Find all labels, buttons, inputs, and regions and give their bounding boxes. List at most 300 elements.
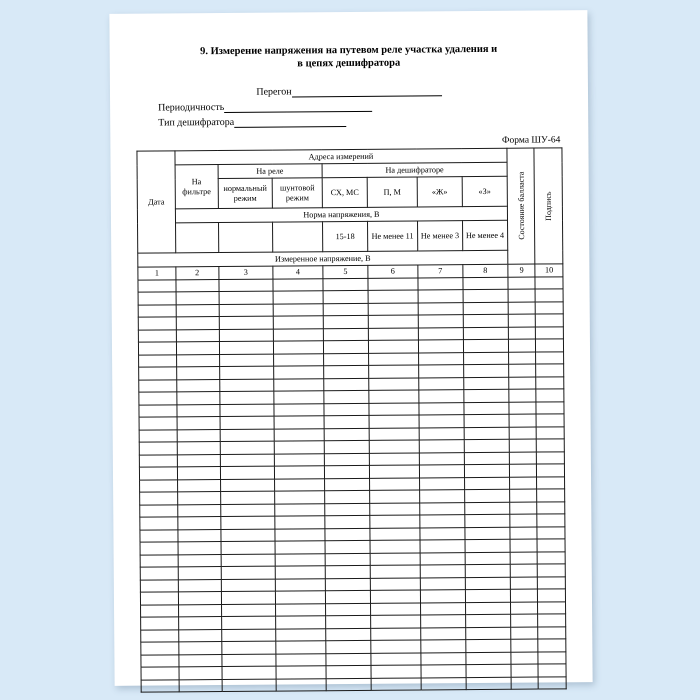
- table-cell[interactable]: [368, 315, 418, 328]
- table-cell[interactable]: [421, 640, 466, 653]
- table-cell[interactable]: [140, 542, 178, 555]
- table-cell[interactable]: [370, 527, 420, 540]
- table-cell[interactable]: [220, 491, 275, 504]
- table-cell[interactable]: [537, 501, 565, 514]
- table-cell[interactable]: [178, 517, 221, 530]
- table-cell[interactable]: [536, 414, 564, 427]
- table-cell[interactable]: [140, 492, 178, 505]
- table-cell[interactable]: [537, 476, 565, 489]
- table-cell[interactable]: [538, 626, 566, 639]
- table-cell[interactable]: [221, 579, 276, 592]
- table-cell[interactable]: [537, 426, 565, 439]
- table-cell[interactable]: [370, 515, 420, 528]
- table-cell[interactable]: [419, 390, 464, 403]
- table-cell[interactable]: [274, 378, 324, 391]
- table-cell[interactable]: [369, 452, 419, 465]
- table-cell[interactable]: [140, 479, 178, 492]
- table-cell[interactable]: [276, 616, 326, 629]
- table-cell[interactable]: [222, 654, 277, 667]
- table-cell[interactable]: [274, 441, 324, 454]
- table-cell[interactable]: [276, 603, 326, 616]
- table-cell[interactable]: [326, 665, 371, 678]
- table-cell[interactable]: [465, 602, 510, 615]
- table-cell[interactable]: [323, 278, 368, 291]
- table-cell[interactable]: [141, 654, 179, 667]
- table-cell[interactable]: [536, 326, 564, 339]
- table-cell[interactable]: [419, 402, 464, 415]
- table-cell[interactable]: [219, 366, 274, 379]
- table-cell[interactable]: [324, 440, 369, 453]
- table-cell[interactable]: [537, 464, 565, 477]
- table-cell[interactable]: [421, 665, 466, 678]
- table-cell[interactable]: [463, 314, 508, 327]
- table-cell[interactable]: [538, 614, 566, 627]
- table-cell[interactable]: [324, 403, 369, 416]
- table-cell[interactable]: [324, 365, 369, 378]
- table-cell[interactable]: [463, 289, 508, 302]
- table-cell[interactable]: [536, 376, 564, 389]
- table-cell[interactable]: [370, 540, 420, 553]
- table-cell[interactable]: [139, 429, 177, 442]
- table-cell[interactable]: [369, 415, 419, 428]
- table-cell[interactable]: [511, 639, 539, 652]
- table-cell[interactable]: [276, 628, 326, 641]
- table-cell[interactable]: [140, 554, 178, 567]
- table-cell[interactable]: [141, 642, 179, 655]
- table-cell[interactable]: [221, 529, 276, 542]
- table-cell[interactable]: [370, 565, 420, 578]
- table-cell[interactable]: [419, 415, 464, 428]
- table-cell[interactable]: [274, 416, 324, 429]
- table-cell[interactable]: [179, 679, 222, 692]
- table-cell[interactable]: [275, 516, 325, 529]
- table-cell[interactable]: [273, 303, 323, 316]
- table-cell[interactable]: [276, 641, 326, 654]
- table-cell[interactable]: [276, 653, 326, 666]
- table-cell[interactable]: [139, 454, 177, 467]
- table-cell[interactable]: [324, 378, 369, 391]
- table-cell[interactable]: [369, 365, 419, 378]
- table-cell[interactable]: [465, 514, 510, 527]
- table-cell[interactable]: [325, 540, 370, 553]
- table-cell[interactable]: [276, 666, 326, 679]
- table-cell[interactable]: [536, 301, 564, 314]
- table-cell[interactable]: [370, 502, 420, 515]
- table-cell[interactable]: [510, 527, 538, 540]
- table-cell[interactable]: [140, 517, 178, 530]
- table-cell[interactable]: [177, 442, 220, 455]
- table-cell[interactable]: [220, 429, 275, 442]
- table-cell[interactable]: [369, 390, 419, 403]
- table-cell[interactable]: [324, 353, 369, 366]
- table-cell[interactable]: [326, 628, 371, 641]
- table-cell[interactable]: [463, 327, 508, 340]
- table-cell[interactable]: [176, 329, 219, 342]
- table-cell[interactable]: [178, 504, 221, 517]
- table-cell[interactable]: [508, 302, 536, 315]
- table-cell[interactable]: [421, 627, 466, 640]
- table-cell[interactable]: [324, 428, 369, 441]
- table-cell[interactable]: [325, 490, 370, 503]
- table-cell[interactable]: [370, 552, 420, 565]
- table-cell[interactable]: [220, 504, 275, 517]
- table-cell[interactable]: [220, 416, 275, 429]
- table-cell[interactable]: [509, 364, 537, 377]
- table-cell[interactable]: [511, 627, 539, 640]
- table-cell[interactable]: [141, 667, 179, 680]
- table-cell[interactable]: [465, 564, 510, 577]
- table-cell[interactable]: [509, 377, 537, 390]
- table-cell[interactable]: [179, 642, 222, 655]
- table-cell[interactable]: [179, 667, 222, 680]
- table-cell[interactable]: [138, 304, 176, 317]
- table-cell[interactable]: [178, 592, 221, 605]
- table-cell[interactable]: [176, 317, 219, 330]
- table-cell[interactable]: [370, 590, 420, 603]
- table-cell[interactable]: [370, 477, 420, 490]
- table-cell[interactable]: [275, 491, 325, 504]
- table-cell[interactable]: [510, 514, 538, 527]
- table-cell[interactable]: [323, 340, 368, 353]
- field-peregon-input[interactable]: [292, 85, 442, 97]
- table-cell[interactable]: [276, 678, 326, 691]
- table-cell[interactable]: [511, 664, 539, 677]
- table-cell[interactable]: [220, 479, 275, 492]
- table-cell[interactable]: [420, 615, 465, 628]
- table-cell[interactable]: [510, 539, 538, 552]
- table-cell[interactable]: [139, 467, 177, 480]
- table-cell[interactable]: [464, 427, 509, 440]
- table-cell[interactable]: [221, 554, 276, 567]
- table-cell[interactable]: [139, 367, 177, 380]
- table-cell[interactable]: [419, 490, 464, 503]
- table-cell[interactable]: [221, 591, 276, 604]
- table-cell[interactable]: [139, 354, 177, 367]
- table-cell[interactable]: [371, 665, 421, 678]
- table-cell[interactable]: [464, 402, 509, 415]
- table-cell[interactable]: [219, 341, 274, 354]
- table-cell[interactable]: [463, 277, 508, 290]
- table-cell[interactable]: [222, 666, 277, 679]
- table-cell[interactable]: [466, 677, 511, 690]
- table-cell[interactable]: [369, 465, 419, 478]
- table-cell[interactable]: [371, 615, 421, 628]
- table-cell[interactable]: [536, 401, 564, 414]
- table-cell[interactable]: [510, 577, 538, 590]
- table-cell[interactable]: [219, 354, 274, 367]
- table-cell[interactable]: [177, 404, 220, 417]
- table-cell[interactable]: [222, 679, 277, 692]
- table-cell[interactable]: [371, 627, 421, 640]
- table-cell[interactable]: [463, 302, 508, 315]
- table-cell[interactable]: [419, 440, 464, 453]
- table-cell[interactable]: [177, 379, 220, 392]
- table-cell[interactable]: [179, 617, 222, 630]
- table-cell[interactable]: [325, 503, 370, 516]
- table-cell[interactable]: [535, 289, 563, 302]
- table-cell[interactable]: [369, 440, 419, 453]
- table-cell[interactable]: [418, 327, 463, 340]
- table-cell[interactable]: [536, 389, 564, 402]
- table-cell[interactable]: [139, 442, 177, 455]
- table-cell[interactable]: [418, 340, 463, 353]
- table-cell[interactable]: [273, 291, 323, 304]
- table-cell[interactable]: [178, 529, 221, 542]
- table-cell[interactable]: [138, 292, 176, 305]
- table-cell[interactable]: [141, 629, 179, 642]
- table-cell[interactable]: [464, 364, 509, 377]
- table-cell[interactable]: [274, 341, 324, 354]
- table-cell[interactable]: [508, 277, 536, 290]
- table-cell[interactable]: [323, 303, 368, 316]
- table-cell[interactable]: [325, 603, 370, 616]
- table-cell[interactable]: [536, 351, 564, 364]
- table-cell[interactable]: [508, 339, 536, 352]
- table-cell[interactable]: [325, 590, 370, 603]
- table-cell[interactable]: [275, 503, 325, 516]
- table-cell[interactable]: [178, 542, 221, 555]
- table-cell[interactable]: [178, 554, 221, 567]
- table-cell[interactable]: [326, 653, 371, 666]
- table-cell[interactable]: [421, 652, 466, 665]
- table-cell[interactable]: [420, 577, 465, 590]
- table-cell[interactable]: [219, 379, 274, 392]
- table-cell[interactable]: [464, 464, 509, 477]
- table-cell[interactable]: [219, 391, 274, 404]
- table-cell[interactable]: [371, 677, 421, 690]
- table-cell[interactable]: [510, 589, 538, 602]
- table-cell[interactable]: [273, 278, 323, 291]
- table-cell[interactable]: [466, 639, 511, 652]
- table-cell[interactable]: [139, 392, 177, 405]
- table-cell[interactable]: [538, 651, 566, 664]
- table-cell[interactable]: [274, 403, 324, 416]
- table-cell[interactable]: [466, 664, 511, 677]
- table-cell[interactable]: [511, 652, 539, 665]
- table-cell[interactable]: [536, 339, 564, 352]
- table-cell[interactable]: [464, 439, 509, 452]
- table-cell[interactable]: [274, 391, 324, 404]
- table-cell[interactable]: [464, 452, 509, 465]
- table-cell[interactable]: [324, 478, 369, 491]
- table-cell[interactable]: [178, 492, 221, 505]
- table-cell[interactable]: [538, 639, 566, 652]
- table-cell[interactable]: [138, 342, 176, 355]
- table-cell[interactable]: [538, 589, 566, 602]
- table-cell[interactable]: [370, 577, 420, 590]
- table-cell[interactable]: [140, 567, 178, 580]
- table-cell[interactable]: [323, 315, 368, 328]
- table-cell[interactable]: [368, 327, 418, 340]
- table-cell[interactable]: [176, 304, 219, 317]
- table-cell[interactable]: [419, 477, 464, 490]
- table-cell[interactable]: [275, 566, 325, 579]
- table-cell[interactable]: [537, 489, 565, 502]
- table-cell[interactable]: [509, 439, 537, 452]
- table-cell[interactable]: [538, 664, 566, 677]
- table-cell[interactable]: [418, 315, 463, 328]
- table-cell[interactable]: [179, 629, 222, 642]
- table-cell[interactable]: [178, 579, 221, 592]
- table-cell[interactable]: [221, 641, 276, 654]
- table-cell[interactable]: [276, 591, 326, 604]
- table-cell[interactable]: [326, 678, 371, 691]
- table-cell[interactable]: [325, 528, 370, 541]
- table-cell[interactable]: [418, 290, 463, 303]
- table-cell[interactable]: [420, 515, 465, 528]
- table-cell[interactable]: [509, 402, 537, 415]
- table-cell[interactable]: [219, 291, 274, 304]
- table-cell[interactable]: [510, 502, 538, 515]
- table-cell[interactable]: [221, 629, 276, 642]
- table-cell[interactable]: [465, 614, 510, 627]
- field-decoder-type-input[interactable]: [234, 116, 346, 128]
- table-cell[interactable]: [141, 604, 179, 617]
- table-cell[interactable]: [323, 328, 368, 341]
- table-cell[interactable]: [179, 654, 222, 667]
- table-cell[interactable]: [323, 290, 368, 303]
- table-cell[interactable]: [418, 277, 463, 290]
- table-cell[interactable]: [326, 615, 371, 628]
- table-cell[interactable]: [510, 552, 538, 565]
- table-cell[interactable]: [509, 389, 537, 402]
- table-cell[interactable]: [176, 279, 219, 292]
- table-cell[interactable]: [510, 489, 538, 502]
- table-cell[interactable]: [465, 527, 510, 540]
- table-cell[interactable]: [535, 276, 563, 289]
- table-cell[interactable]: [219, 304, 274, 317]
- table-cell[interactable]: [509, 477, 537, 490]
- table-cell[interactable]: [274, 366, 324, 379]
- table-cell[interactable]: [465, 502, 510, 515]
- table-cell[interactable]: [178, 604, 221, 617]
- table-cell[interactable]: [538, 601, 566, 614]
- table-cell[interactable]: [419, 377, 464, 390]
- table-cell[interactable]: [220, 441, 275, 454]
- table-cell[interactable]: [508, 327, 536, 340]
- table-cell[interactable]: [219, 279, 274, 292]
- table-cell[interactable]: [511, 677, 539, 690]
- table-cell[interactable]: [511, 614, 539, 627]
- table-cell[interactable]: [508, 314, 536, 327]
- table-cell[interactable]: [219, 329, 274, 342]
- table-cell[interactable]: [177, 367, 220, 380]
- table-cell[interactable]: [508, 352, 536, 365]
- table-cell[interactable]: [219, 316, 274, 329]
- table-cell[interactable]: [418, 302, 463, 315]
- table-cell[interactable]: [324, 390, 369, 403]
- table-cell[interactable]: [139, 379, 177, 392]
- table-cell[interactable]: [465, 489, 510, 502]
- table-cell[interactable]: [177, 467, 220, 480]
- table-cell[interactable]: [138, 279, 176, 292]
- table-cell[interactable]: [418, 365, 463, 378]
- table-cell[interactable]: [220, 516, 275, 529]
- table-cell[interactable]: [537, 539, 565, 552]
- table-cell[interactable]: [324, 453, 369, 466]
- table-cell[interactable]: [508, 289, 536, 302]
- table-cell[interactable]: [141, 679, 179, 692]
- table-cell[interactable]: [419, 452, 464, 465]
- table-cell[interactable]: [274, 353, 324, 366]
- table-cell[interactable]: [221, 604, 276, 617]
- table-cell[interactable]: [221, 541, 276, 554]
- table-cell[interactable]: [369, 352, 419, 365]
- table-cell[interactable]: [140, 592, 178, 605]
- table-cell[interactable]: [368, 340, 418, 353]
- table-cell[interactable]: [141, 617, 179, 630]
- table-cell[interactable]: [537, 514, 565, 527]
- table-cell[interactable]: [419, 427, 464, 440]
- table-cell[interactable]: [177, 429, 220, 442]
- table-cell[interactable]: [538, 551, 566, 564]
- table-cell[interactable]: [539, 676, 567, 689]
- table-cell[interactable]: [463, 339, 508, 352]
- table-cell[interactable]: [274, 453, 324, 466]
- table-cell[interactable]: [420, 552, 465, 565]
- table-cell[interactable]: [138, 317, 176, 330]
- table-cell[interactable]: [325, 515, 370, 528]
- table-cell[interactable]: [466, 652, 511, 665]
- table-cell[interactable]: [465, 589, 510, 602]
- table-cell[interactable]: [465, 552, 510, 565]
- table-cell[interactable]: [324, 415, 369, 428]
- table-cell[interactable]: [220, 466, 275, 479]
- field-periodicity-input[interactable]: [224, 101, 372, 113]
- table-cell[interactable]: [325, 553, 370, 566]
- table-cell[interactable]: [274, 428, 324, 441]
- table-cell[interactable]: [536, 314, 564, 327]
- table-cell[interactable]: [368, 277, 418, 290]
- table-cell[interactable]: [538, 576, 566, 589]
- table-cell[interactable]: [325, 565, 370, 578]
- table-cell[interactable]: [275, 478, 325, 491]
- table-cell[interactable]: [178, 567, 221, 580]
- table-cell[interactable]: [140, 579, 178, 592]
- table-cell[interactable]: [371, 640, 421, 653]
- table-cell[interactable]: [509, 464, 537, 477]
- table-cell[interactable]: [465, 539, 510, 552]
- table-cell[interactable]: [538, 564, 566, 577]
- table-cell[interactable]: [275, 466, 325, 479]
- table-cell[interactable]: [420, 590, 465, 603]
- table-cell[interactable]: [509, 427, 537, 440]
- table-cell[interactable]: [371, 602, 421, 615]
- table-cell[interactable]: [220, 454, 275, 467]
- table-cell[interactable]: [140, 529, 178, 542]
- table-cell[interactable]: [537, 526, 565, 539]
- table-cell[interactable]: [464, 414, 509, 427]
- table-cell[interactable]: [324, 465, 369, 478]
- table-cell[interactable]: [509, 452, 537, 465]
- table-cell[interactable]: [465, 577, 510, 590]
- table-cell[interactable]: [177, 392, 220, 405]
- table-cell[interactable]: [370, 490, 420, 503]
- table-cell[interactable]: [140, 504, 178, 517]
- table-cell[interactable]: [139, 417, 177, 430]
- table-cell[interactable]: [221, 566, 276, 579]
- table-cell[interactable]: [464, 377, 509, 390]
- table-cell[interactable]: [537, 451, 565, 464]
- table-cell[interactable]: [466, 627, 511, 640]
- table-cell[interactable]: [369, 377, 419, 390]
- table-cell[interactable]: [369, 427, 419, 440]
- table-cell[interactable]: [221, 616, 276, 629]
- table-cell[interactable]: [509, 414, 537, 427]
- table-cell[interactable]: [464, 389, 509, 402]
- table-cell[interactable]: [176, 292, 219, 305]
- table-cell[interactable]: [138, 329, 176, 342]
